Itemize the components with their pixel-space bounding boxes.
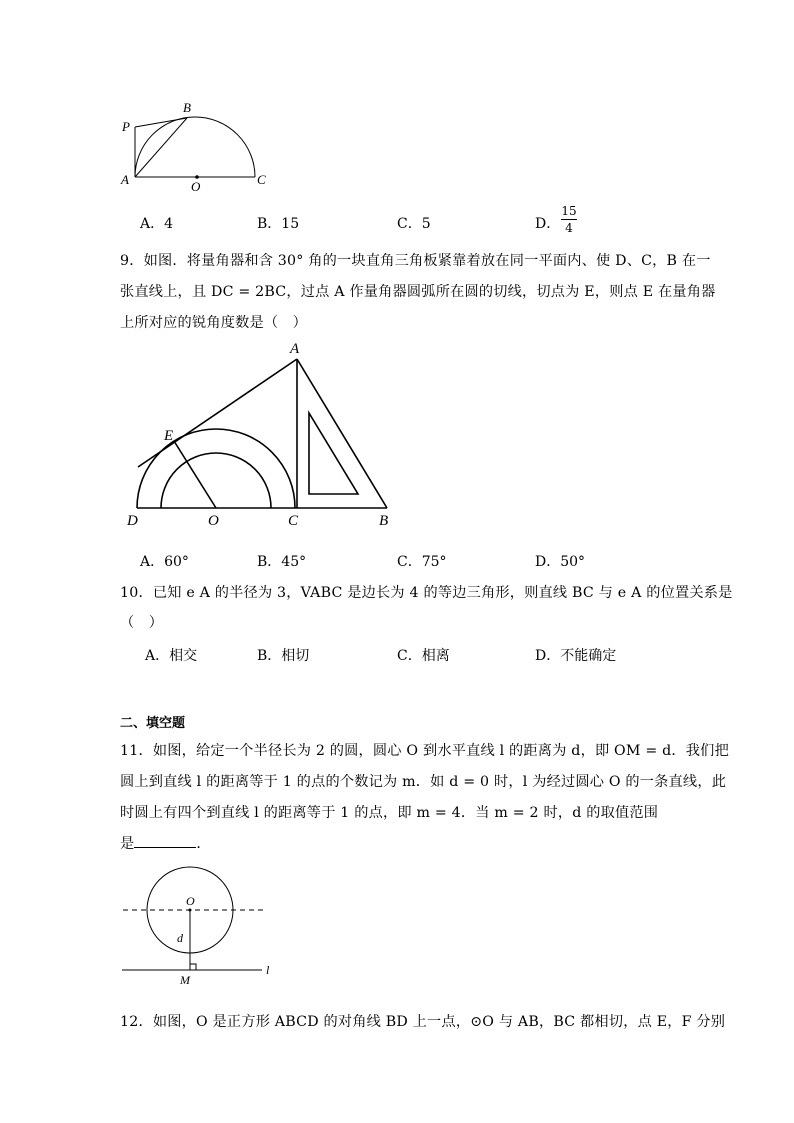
q10-option-b[interactable]: B．相切 <box>257 648 310 664</box>
q11-label-O: O <box>186 894 195 908</box>
q10-line-1: 10．已知 e A 的半径为 3，VABC 是边长为 4 的等边三角形，则直线 BC 与 e A 的位置关系是 <box>120 585 733 601</box>
q9-line-3: 上所对应的锐角度数是（ ） <box>120 315 308 331</box>
q11-answer-blank[interactable] <box>134 835 196 848</box>
q8-option-d-fraction <box>558 204 580 235</box>
q12-line-1: 12．如图，O 是正方形 ABCD 的对角线 BD 上一点，⊙O 与 AB，BC 都相切，点 E，F 分别 <box>120 1014 726 1030</box>
q8-option-d-denominator: 4 <box>565 221 573 235</box>
q11-line-4-suffix: ． <box>196 836 211 852</box>
section-title: 二、填空题 <box>120 716 186 731</box>
q9-outer-arc <box>137 429 295 508</box>
q9-figure <box>120 338 410 530</box>
q9-label-A: A <box>290 341 300 357</box>
q8-label-B: B <box>183 100 191 115</box>
q10-line-2: （ ） <box>120 615 164 631</box>
q10-option-d[interactable]: D．不能确定 <box>535 648 617 664</box>
q11-line-3: 时圆上有四个到直线 l 的距离等于 1 的点，即 m = 4．当 m = 2 时，d 的取值范围 <box>120 805 659 821</box>
q9-option-a[interactable]: A．60° <box>140 554 189 570</box>
q11-line-2: 圆上到直线 l 的距离等于 1 的点的个数记为 m．如 d = 0 时，l 为经过圆心 O 的一条直线，此 <box>120 774 727 790</box>
q9-label-O: O <box>208 513 219 529</box>
q9-option-d[interactable]: D．50° <box>535 554 586 570</box>
q9-tangent-line <box>138 359 297 467</box>
q9-label-D: D <box>127 513 138 529</box>
q8-option-d[interactable] <box>535 213 560 233</box>
q11-right-angle-mark <box>190 964 196 970</box>
q11-point-O <box>189 909 192 912</box>
q8-option-c[interactable]: C．5 <box>397 216 431 232</box>
q11-label-M: M <box>180 973 190 987</box>
q9-line-1: 9．如图．将量角器和含 30° 角的一块直角三角板紧靠着放在同一平面内、使 D、C，B 在一 <box>120 253 711 269</box>
fraction-bar <box>561 219 577 220</box>
q8-semicircle <box>135 117 255 177</box>
q11-line-4-prefix: 是 <box>120 836 135 852</box>
q8-figure <box>115 98 285 196</box>
q8-option-d-numerator: 15 <box>561 204 577 218</box>
q10-option-a[interactable]: A．相交 <box>145 648 198 664</box>
q9-triangle-hypotenuse <box>297 359 387 508</box>
q8-label-O: O <box>191 179 201 194</box>
q11-figure <box>118 862 278 990</box>
q8-label-P: P <box>122 119 130 134</box>
q9-line-2: 张直线上，且 DC = 2BC，过点 A 作量角器圆弧所在圆的切线，切点为 E，则点 E 在量角器 <box>120 284 716 300</box>
q9-option-b[interactable]: B．45° <box>257 554 307 570</box>
q9-option-c[interactable]: C．75° <box>397 554 447 570</box>
q9-line-OE <box>174 441 216 508</box>
q11-line-1: 11．如图，给定一个半径长为 2 的圆，圆心 O 到水平直线 l 的距离为 d，即 OM = d．我们把 <box>120 743 729 759</box>
q8-line-PB <box>135 118 187 127</box>
q8-label-A: A <box>121 172 129 187</box>
q11-label-l: l <box>266 963 270 977</box>
q9-label-E: E <box>164 428 174 444</box>
q8-option-d-prefix: D． <box>535 216 561 232</box>
q9-triangle-inner <box>309 413 358 494</box>
q9-label-C: C <box>288 513 299 529</box>
q9-inner-arc <box>161 453 271 508</box>
q8-label-C: C <box>257 172 266 187</box>
q11-line-4 <box>120 833 211 853</box>
q11-label-d: d <box>177 931 183 945</box>
q8-option-b[interactable]: B．15 <box>257 216 300 232</box>
q8-option-a[interactable]: A．4 <box>140 216 174 232</box>
q9-label-B: B <box>379 513 389 529</box>
q10-option-c[interactable]: C．相离 <box>397 648 450 664</box>
